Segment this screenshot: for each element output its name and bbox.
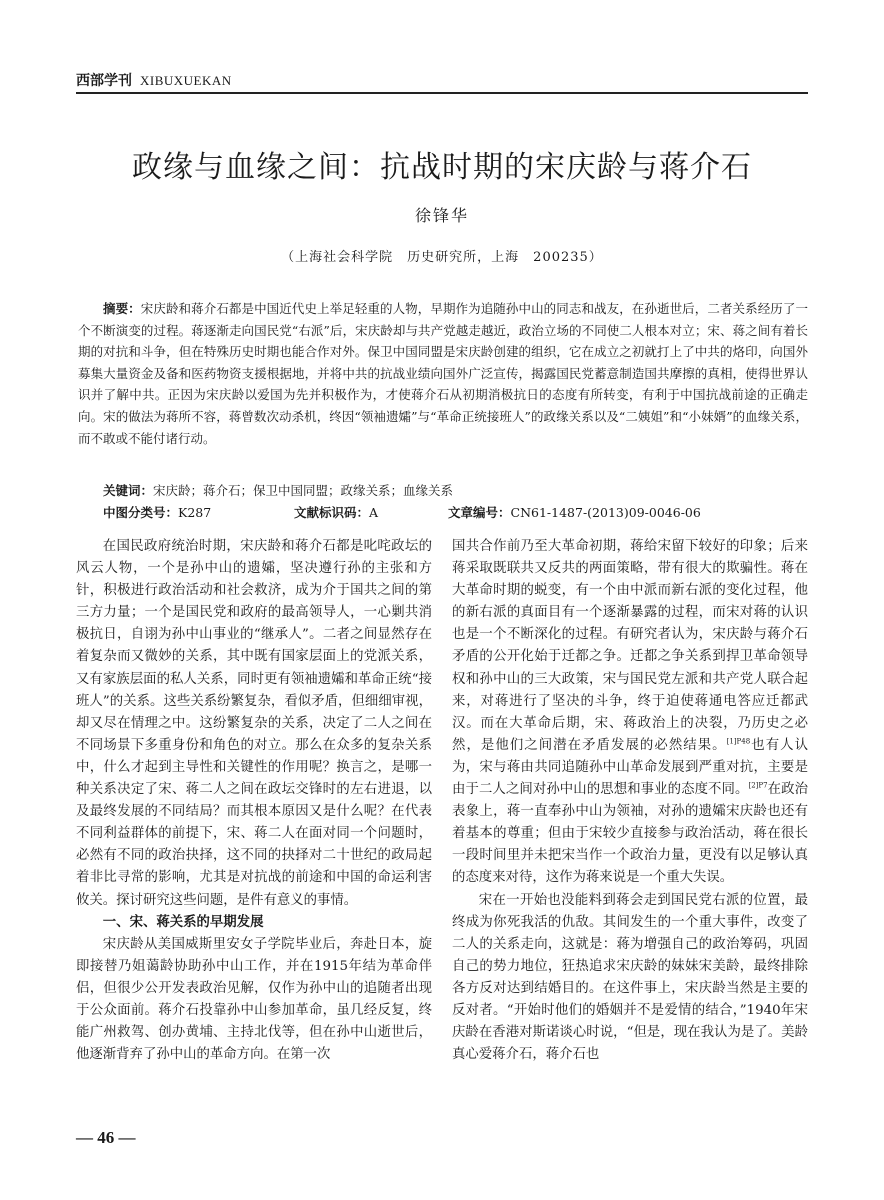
body-paragraph: 宋庆龄从美国威斯里安女子学院毕业后，奔赴日本，旋即接替乃姐蔼龄协助孙中山工作，并在1915年结为革命伴侣，但很少公开发表政治见解，仅作为孙中山的追随者出现于公众面前。蒋介石投靠孙中山参加革命，虽几经反复，终能广州救驾、创办黄埔、主持北伐等，但在孙中山逝世后，他逐渐背弃了孙中山的革命方向。在第一次 — [76, 936, 432, 1063]
clc-code — [103, 505, 211, 520]
abstract-label: 摘要： — [103, 301, 141, 316]
body-column-right — [452, 536, 808, 1066]
journal-name-cn: 西部学刊 — [76, 73, 132, 89]
article-number-value: CN61-1487-(2013)09-0046-06 — [510, 505, 701, 520]
citation-ref: [2]P7 — [748, 781, 768, 790]
abstract — [78, 298, 808, 449]
doc-value: A — [369, 505, 379, 520]
abstract-paragraph — [78, 298, 808, 449]
author-affiliation: （上海社会科学院 历史研究所，上海 200235） — [281, 250, 603, 265]
keywords-label: 关键词： — [103, 483, 154, 498]
article-number-label: 文章编号： — [448, 505, 511, 520]
journal-header — [76, 70, 808, 94]
classification-row — [78, 502, 808, 523]
document-code — [294, 502, 378, 523]
body-text: 也有人认为，宋与蒋由共同追随孙中山革命发展到严重对抗，主要是由于二人之间对孙中山的思想和事业的态度不同。 — [452, 737, 809, 798]
abstract-text: 宋庆龄和蒋介石都是中国近代史上举足轻重的人物，早期作为追随孙中山的同志和战友，在孙逝世后，二者关系经历了一个不断演变的过程。蒋逐渐走向国民党“右派”后，宋庆龄却与共产党越走越近，政治立场的不同使二人根本对立；宋、蒋之间有着长期的对抗和斗争，但在特殊历史时期也能合作对外。保卫中国同盟是宋庆龄创建的组织，它在成立之初就打上了中共的烙印，向国外募集大量资金及备和医药物资支援根据地，并将中共的抗战业绩向国外广泛宣传，揭露国民党蓄意制造国共摩擦的真相，使得世界认识并了解中共。正因为宋庆龄以爱国为先并积极作为，才使蒋介石从初期消极抗日的态度有所转变，有利于中国抗战前途的正确走向。宋的做法为蒋所不容，蒋曾数次动杀机，终因“领袖遗孀”与“革命正统接班人”的政缘关系以及“二姨姐”和“小妹婿”的血缘关系，而不敢或不能付诸行动。 — [78, 301, 808, 446]
body-paragraph: 宋在一开始也没能料到蒋会走到国民党右派的位置，最终成为你死我活的仇敌。其间发生的一个重大事件，改变了二人的关系走向，这就是：蒋为增强自己的政治筹码，巩固自己的势力地位，狂热追求宋庆龄的妹妹宋美龄，最终排除各方反对达到结婚目的。在这件事上，宋庆龄当然是主要的反对者。“开始时他们的婚姻并不是爱情的结合，”1940年宋庆龄在香港对斯诺谈心时说，“但是，现在我认为是了。美龄真心爱蒋介石，蒋介石也 — [452, 892, 808, 1063]
body-text: 国共合作前乃至大革命初期，蒋给宋留下较好的印象；后来蒋采取既联共又反共的两面策略，带有很大的欺骗性。蒋在大革命时期的蜕变，有一个由中派而新右派的变化过程，他的新右派的真面目有一个逐渐暴露的过程，而宋对蒋的认识也是一个不断深化的过程。有研究者认为，宋庆龄与蒋介石矛盾的公开化始于迁都之争。迁都之争关系到捍卫革命领导权和孙中山的三大政策，宋与国民党左派和共产党人联合起来，对蒋进行了坚决的斗争，终于迫使蒋通电答应迁都武汉。而在大革命后期，宋、蒋政治上的决裂，乃历史之必然，是他们之间潜在矛盾发展的必然结果。 — [452, 539, 808, 753]
journal-name-en: XIBUXUEKAN — [140, 73, 232, 88]
clc-label: 中图分类号： — [103, 505, 179, 520]
body-column-left — [76, 536, 432, 1066]
keywords-text: 宋庆龄；蒋介石；保卫中国同盟；政缘关系；血缘关系 — [153, 483, 454, 498]
body-paragraph — [452, 536, 808, 890]
page-number: — 46 — — [76, 1128, 136, 1147]
article-number — [448, 502, 701, 523]
article-title: 政缘与血缘之间：抗战时期的宋庆龄与蒋介石 — [132, 150, 752, 185]
clc-value: K287 — [178, 505, 212, 520]
keywords — [78, 480, 808, 501]
article-author: 徐锋华 — [414, 206, 469, 225]
body-text: 在政治表象上，蒋一直奉孙中山为领袖，对孙的遗孀宋庆龄也还有着基本的尊重；但由于宋较少直接参与政治活动，蒋在很长一段时间里并未把宋当作一个政治力量，更没有以足够认真的态度来对待，这作为蒋来说是一个重大失误。 — [452, 782, 809, 886]
doc-label: 文献标识码： — [294, 505, 370, 520]
body-paragraph: 在国民政府统治时期，宋庆龄和蒋介石都是叱咤政坛的风云人物，一个是孙中山的遗孀，坚决遵行孙的主张和方针，积极进行政治活动和社会救济，成为介于国共之间的第三方力量；一个是国民党和政府的最高领导人，一心剿共消极抗日，自诩为孙中山事业的“继承人”。二者之间显然存在着复杂而又微妙的关系，其中既有国家层面上的党派关系，又有家族层面的私人关系，同时更有领袖遗孀和革命正统“接班人”的关系。这些关系纷繁复杂，看似矛盾，但细细审视，却又尽在情理之中。这纷繁复杂的关系，决定了二人之间在不同场景下多重身份和角色的对立。那么在众多的复杂关系中，什么才起到主导性和关键性的作用呢？换言之，是哪一种关系决定了宋、蒋二人之间在政坛交锋时的左右进退，以及最终发展的不同结局？而其根本原因又是什么呢？在代表不同利益群体的前提下，宋、蒋二人在面对同一个问题时，必然有不同的政治抉择，这不同的抉择对二十世纪的政局起着非比寻常的影响，尤其是对抗战的前途和中国的命运利害攸关。探讨研究这些问题，是件有意义的事情。 — [76, 539, 432, 908]
section-heading: 一、宋、蒋关系的早期发展 — [102, 914, 264, 930]
citation-ref: [1]P48 — [726, 737, 751, 746]
